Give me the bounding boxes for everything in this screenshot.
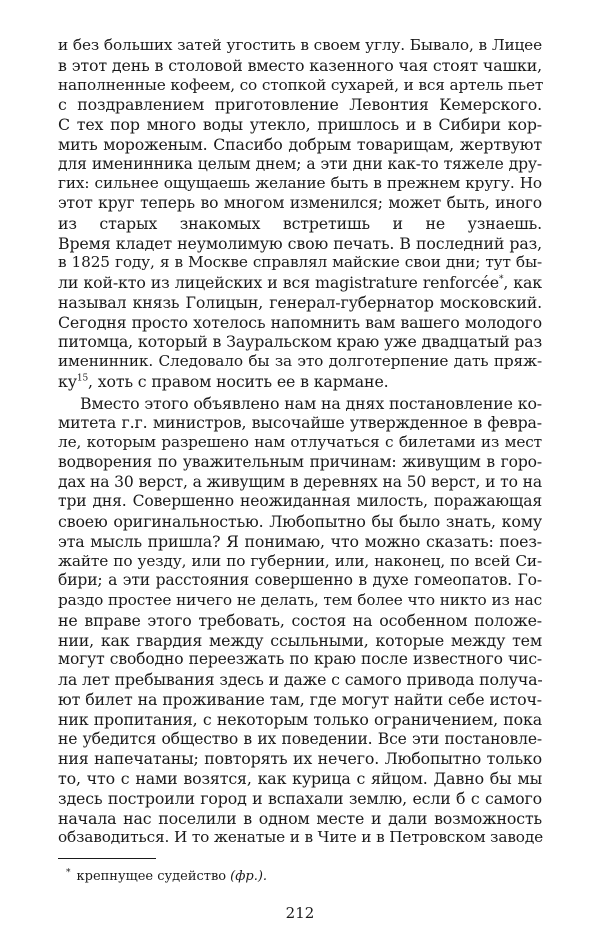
text-line: в 1825 году, я в Москве справлял майские свои дни; тут бы- bbox=[58, 253, 542, 272]
footnote-reference[interactable]: * bbox=[498, 274, 504, 285]
text-line: три дня. Совершенно неожиданная милость, поражающая bbox=[58, 492, 542, 511]
text-line: с поздравлением приготовление Левонтия Кемерского. bbox=[58, 95, 542, 115]
text-line: С тех пор много воды утекло, пришлось и в Сибири кор- bbox=[58, 115, 542, 134]
text-line: дах на 30 верст, а живущим в деревнях на 50 верст, и то на bbox=[58, 472, 542, 491]
text-line: ния напечатаны; повторять их нечего. Любопытно только bbox=[58, 749, 542, 769]
text-line: именинник. Следовало бы за это долготерпение дать пряж- bbox=[58, 352, 542, 371]
footnote-divider bbox=[58, 858, 156, 859]
text-line: митета г.г. министров, высочайше утвержденное в февра- bbox=[58, 413, 542, 433]
text-line: нии, как гвардия между ссыльными, которые между тем bbox=[58, 630, 542, 650]
text-line: здесь построили город и вспахали землю, если б с самого bbox=[58, 788, 542, 808]
text-line: начала нас поселили в одном месте и дали возможность bbox=[58, 808, 542, 828]
text-line: наполненные кофеем, со стопкой сухарей, и вся артель пьет bbox=[58, 75, 544, 94]
text-line: бири; а эти расстояния совершенно в духе гомеопатов. Го- bbox=[58, 571, 542, 590]
text-line: Сегодня просто хотелось напомнить вам вашего молодого bbox=[58, 312, 542, 332]
text-line: гих: сильнее ощущаешь желание быть в прежнем кругу. Но bbox=[58, 174, 542, 193]
text-line: ле, которым разрешено нам отлучаться с билетами из мест bbox=[58, 433, 542, 452]
text-line: обзаводиться. И то женатые и в Чите и в Петровском заводе bbox=[58, 828, 544, 847]
text-line: ла лет пребывания здесь и даже с самого привода получа- bbox=[58, 670, 543, 690]
text-line: и без больших затей угостить в своем углу. Бывало, в Лицее bbox=[58, 36, 542, 54]
text-segment: ли кой-кто из лицейских и вся magistrature renforcée bbox=[58, 273, 499, 293]
text-line: мить мороженым. Спасибо добрым товарищам, жертвуют bbox=[58, 134, 542, 154]
text-line: раздо простее ничего не делать, тем более что никто из нас bbox=[58, 591, 542, 610]
page-number: 212 bbox=[285, 904, 315, 922]
text-line: Вместо этого объявлено нам на днях постановление ко- bbox=[80, 393, 542, 413]
text-line: не вправе этого требовать, состоя на особенном положе- bbox=[58, 610, 542, 630]
text-line: из старых знакомых встретишь и не узнаешь. bbox=[58, 213, 542, 233]
footnote-text: крепнущее судейство bbox=[76, 869, 227, 884]
text-line: ник пропитания, с некоторым только ограничением, пока bbox=[58, 709, 542, 729]
text-line: называл князь Голицын, генерал-губернатор московский. bbox=[58, 292, 542, 312]
footnote bbox=[66, 868, 267, 886]
text-line: своею оригинальностью. Любопытно бы было знать, кому bbox=[58, 512, 542, 532]
text-line: питомца, который в Зауральском краю уже двадцатый раз bbox=[58, 332, 543, 352]
text-line: ют билет на проживание там, где могут найти себе источ- bbox=[58, 690, 542, 709]
text-line: могут свободно переезжать по краю после известного чис- bbox=[58, 650, 542, 669]
text-segment: ку bbox=[58, 371, 77, 391]
text-line: для именинника целым днем; а эти дни как-то тяжеле дру- bbox=[58, 154, 542, 173]
text-line: в этот день в столовой вместо казенного чая стоят чашки, bbox=[58, 55, 542, 75]
text-line bbox=[58, 273, 542, 293]
text-segment: , как bbox=[503, 273, 542, 293]
text-line: не убедится общество в их поведении. Все эти постановле- bbox=[58, 729, 542, 748]
text-line: этот круг теперь во многом изменился; может быть, иного bbox=[58, 194, 542, 212]
footnote-language: (фр.). bbox=[230, 869, 268, 884]
text-line: Время кладет неумолимую свою печать. В последний раз, bbox=[58, 233, 542, 253]
text-line: то, что с нами возятся, как курица с яйцом. Давно бы мы bbox=[58, 769, 542, 788]
text-segment: , хоть с правом носить ее в кармане. bbox=[88, 371, 389, 391]
footnote-mark: * bbox=[66, 867, 71, 878]
text-line: жайте по уезду, или по губернии, или, наконец, по всей Си- bbox=[58, 551, 542, 570]
text-line: эта мысль пришла? Я понимаю, что можно сказать: поез- bbox=[58, 531, 542, 551]
footnote-reference[interactable]: 15 bbox=[76, 373, 89, 384]
text-line: водворения по уважительным причинам: живущим в горо- bbox=[58, 452, 542, 471]
text-line bbox=[58, 372, 542, 392]
